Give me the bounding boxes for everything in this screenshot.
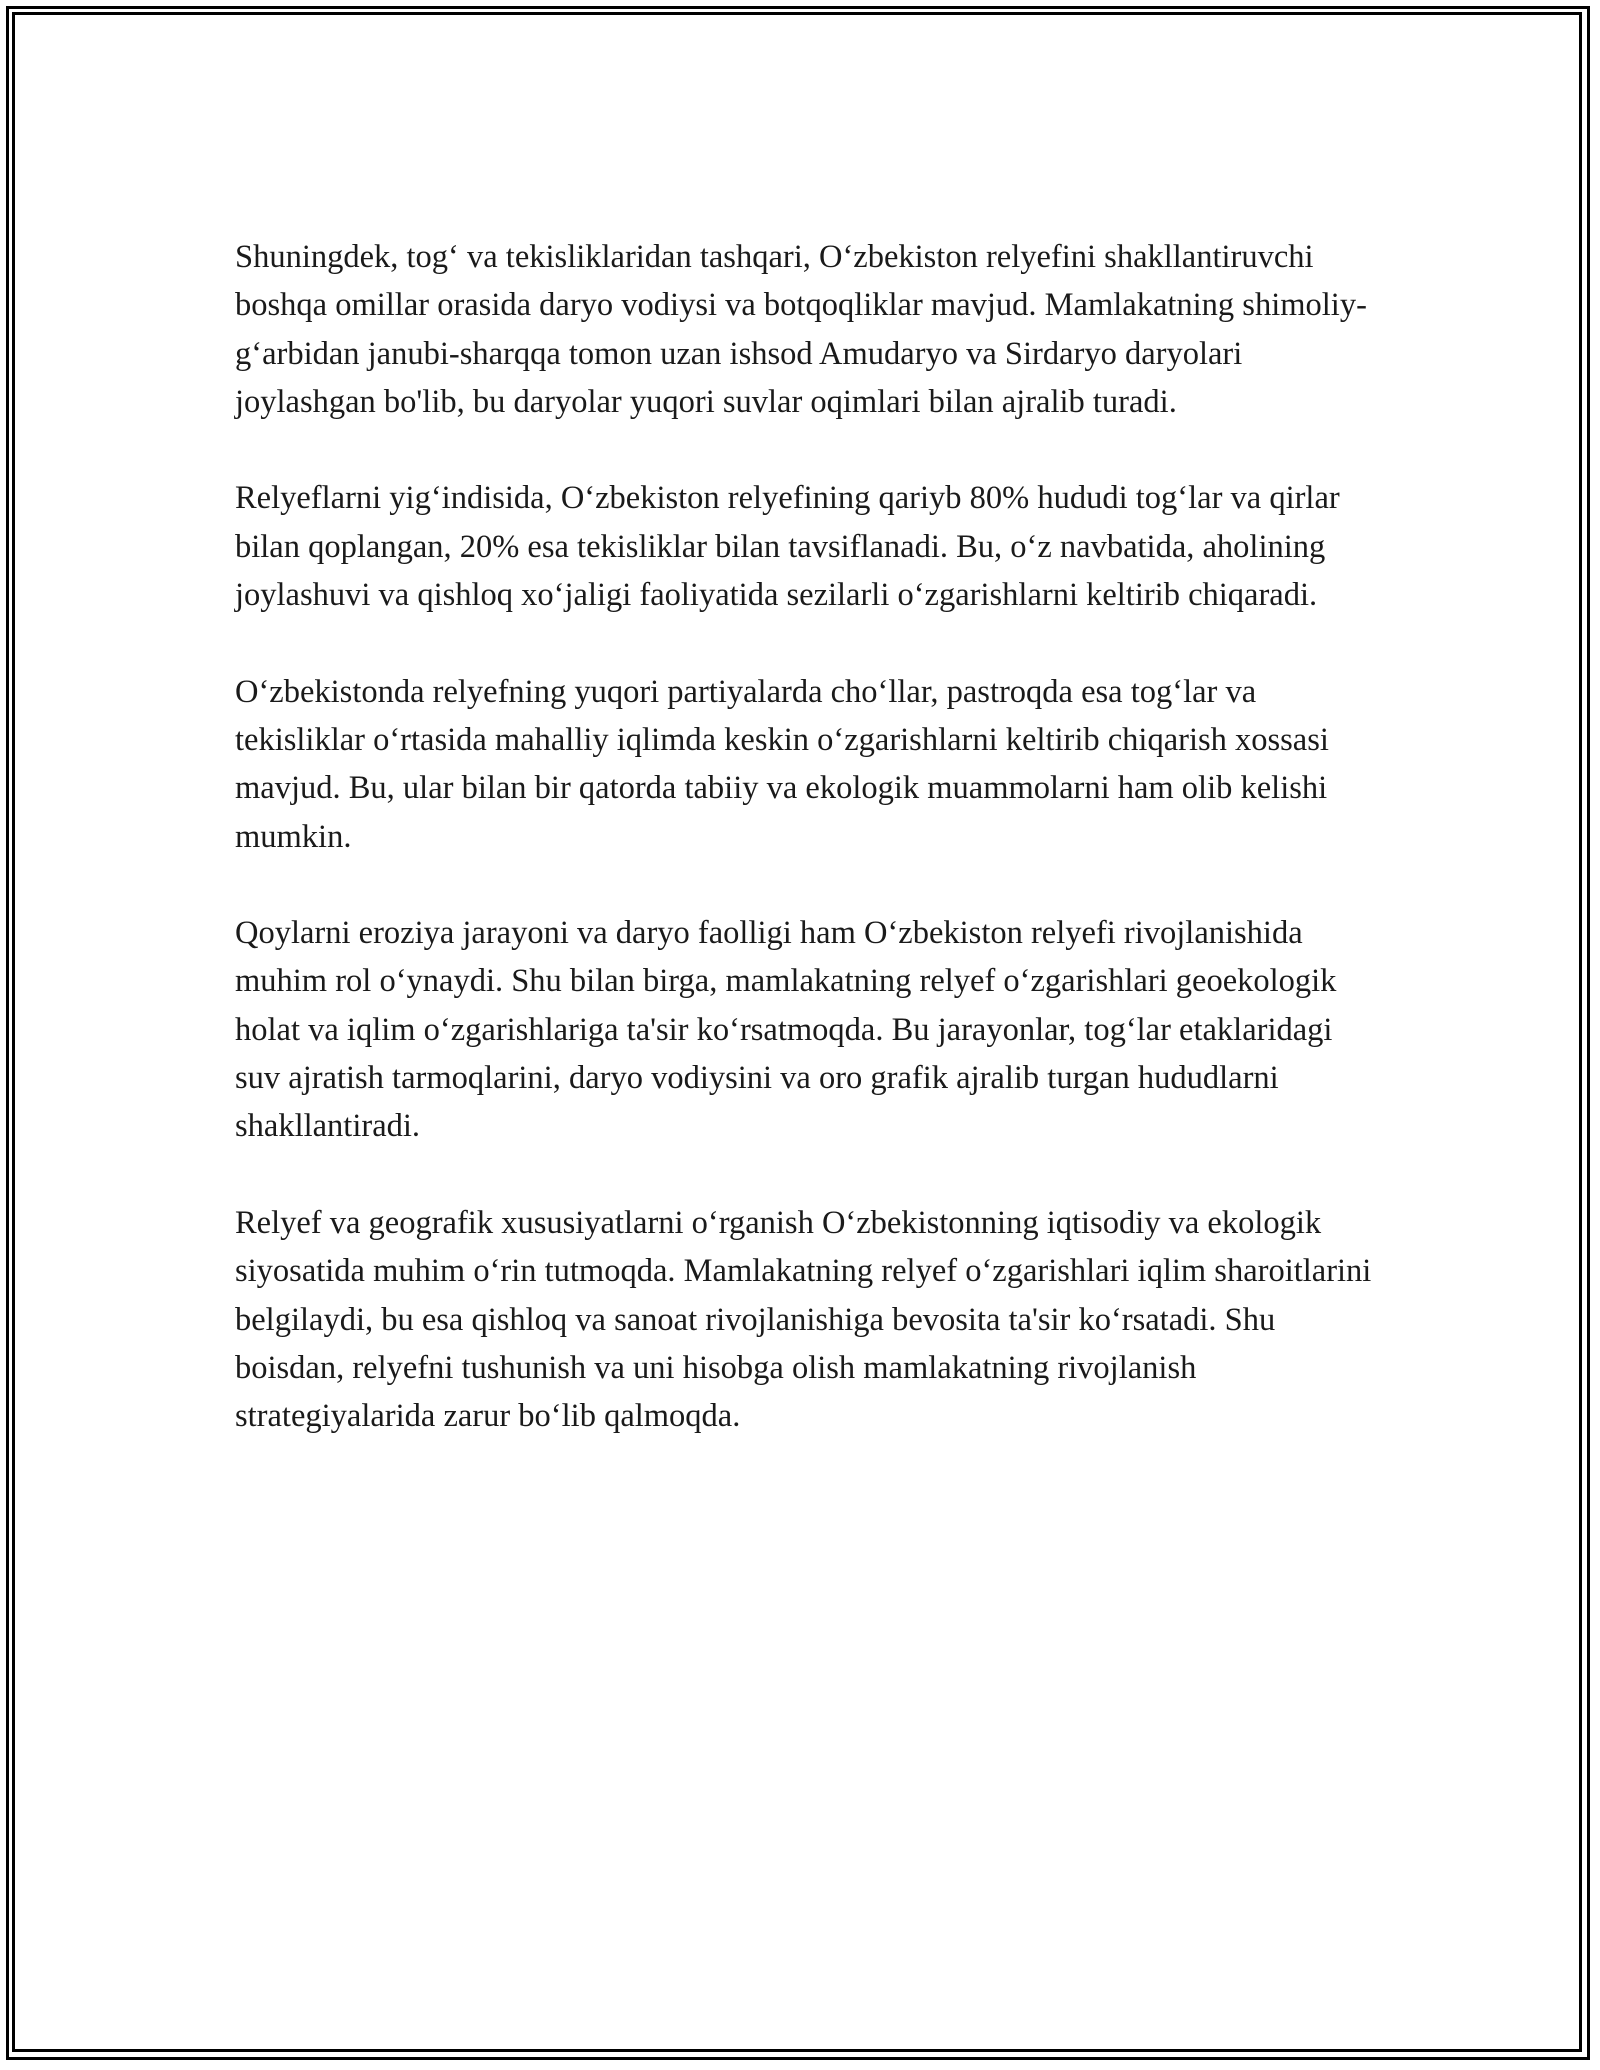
document-body [235,233,1375,1440]
paragraph-3: O‘zbekistonda relyefning yuqori partiyalarda cho‘llar, pastroqda esa tog‘lar va tekisliklar o‘rtasida mahalliy iqlimda keskin o‘zgarishlarni keltirib chiqarish xossasi mavjud. Bu, ular bilan bir qatorda tabiiy va ekologik muammolarni ham olib kelishi mumkin. [235,673,1329,855]
paragraph-5: Relyef va geografik xususiyatlarni o‘rganish O‘zbekistonning iqtisodiy va ekologik siyosatida muhim o‘rin tutmoqda. Mamlakatning relyef o‘zgarishlari iqlim sharoitlarini belgilaydi, bu esa qishloq va sanoat rivojlanishiga bevosita ta'sir ko‘rsatadi. Shu boisdan, relyefni tushunish va uni hisobga olish mamlakatning rivojlanish strategiyalarida zarur bo‘lib qalmoqda. [235,1204,1372,1435]
paragraph-4: Qoylarni eroziya jarayoni va daryo faolligi ham O‘zbekiston relyefi rivojlanishida muhim rol o‘ynaydi. Shu bilan birga, mamlakatning relyef o‘zgarishlari geoekologik holat va iqlim o‘zgarishlariga ta'sir ko‘rsatmoqda. Bu jarayonlar, tog‘lar etaklaridagi suv ajratish tarmoqlarini, daryo vodiysini va oro grafik ajralib turgan hududlarni shakllantiradi. [235,915,1337,1145]
paragraph-1: Shuningdek, tog‘ va tekisliklaridan tashqari, O‘zbekiston relyefini shakllantiruvchi boshqa omillar orasida daryo vodiysi va botqoqliklar mavjud. Mamlakatning shimoliy-g‘arbidan janubi-sharqqa tomon uzan ishsod Amudaryo va Sirdaryo daryolari joylashgan bo'lib, bu daryolar yuqori suvlar oqimlari bilan ajralib turadi. [235,239,1367,420]
paragraph-2: Relyeflarni yig‘indisida, O‘zbekiston relyefining qariyb 80% hududi tog‘lar va qirlar bilan qoplangan, 20% esa tekisliklar bilan tavsiflanadi. Bu, o‘z navbatida, aholining joylashuvi va qishloq xo‘jaligi faoliyatida sezilarli o‘zgarishlarni keltirib chiqaradi. [235,480,1340,614]
